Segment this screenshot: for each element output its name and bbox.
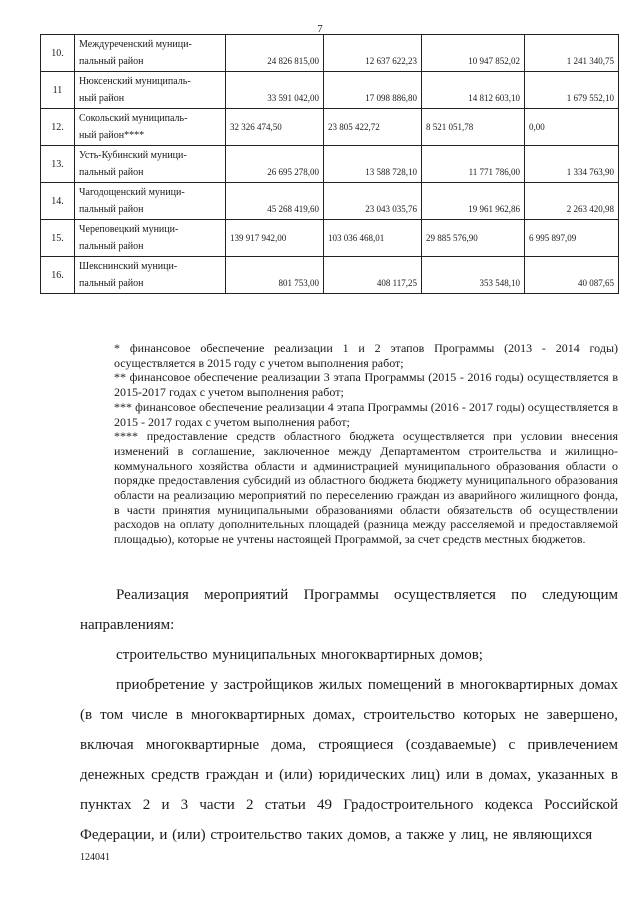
financing-table <box>40 34 619 294</box>
amount-v4: 2 263 420,98 <box>525 183 619 220</box>
amount-v3: 29 885 576,90 <box>422 220 525 257</box>
amount-v1: 33 591 042,00 <box>226 72 324 109</box>
district-name: Междуреченский муници- пальный район <box>75 35 226 72</box>
amount-v2: 408 117,25 <box>324 257 422 294</box>
amount-v1: 45 268 419,60 <box>226 183 324 220</box>
amount-v2: 17 098 886,80 <box>324 72 422 109</box>
footnote-3: *** финансовое обеспечение реализации 4 этапа Программы (2016 - 2017 годы) осуществляется в 2015 - 2017 годах с учетом выполнения работ; <box>114 399 618 429</box>
table-row <box>41 35 619 72</box>
table-row <box>41 109 619 146</box>
amount-v2: 103 036 468,01 <box>324 220 422 257</box>
amount-v4: 0,00 <box>525 109 619 146</box>
row-number: 15. <box>41 220 75 257</box>
amount-v3: 8 521 051,78 <box>422 109 525 146</box>
amount-v1: 139 917 942,00 <box>226 220 324 257</box>
paragraph-directions-intro: Реализация мероприятий Программы осуществляется по следующим направлениям: <box>80 587 618 633</box>
body-text <box>80 580 618 850</box>
footnote-4: **** предоставление средств областного бюджета осуществляется при условии внесения изменений в соглашение, заключенное между Департаментом строительства и жилищно-коммунального хозяйства области и администрацией муниципального образования области о порядке предоставления субсидий из областного бюджета бюджету муниципального образования области на реализацию мероприятий по переселению граждан из аварийного жилищного фонда, в части принятия муниципальными образованиями области обязательств об осуществлении расходов на оплату дополнительных площадей (разница между расселяемой и предоставляемой площадью), которые не учтены настоящей Программой, за счет средств местных бюджетов. <box>114 429 618 547</box>
district-name: Череповецкий муници- пальный район <box>75 220 226 257</box>
amount-v2: 12 637 622,23 <box>324 35 422 72</box>
table-row <box>41 146 619 183</box>
amount-v2: 23 805 422,72 <box>324 109 422 146</box>
document-code: 124041 <box>80 852 110 863</box>
footnote-2: ** финансовое обеспечение реализации 3 этапа Программы (2015 - 2016 годы) осуществляется в 2015-2017 годах с учетом выполнения работ; <box>114 370 618 400</box>
district-name: Нюксенский муниципаль- ный район <box>75 72 226 109</box>
table-row <box>41 257 619 294</box>
amount-v3: 19 961 962,86 <box>422 183 525 220</box>
amount-v1: 26 695 278,00 <box>226 146 324 183</box>
page-number: 7 <box>317 23 323 35</box>
row-number: 16. <box>41 257 75 294</box>
row-number: 14. <box>41 183 75 220</box>
table-row <box>41 183 619 220</box>
footnotes <box>114 341 618 547</box>
table-body <box>41 35 619 294</box>
district-name: Чагодощенский муници- пальный район <box>75 183 226 220</box>
row-number: 12. <box>41 109 75 146</box>
amount-v4: 1 334 763,90 <box>525 146 619 183</box>
paragraph-acquisition: приобретение у застройщиков жилых помещений в многоквартирных домах (в том числе в многоквартирных домах, строительство которых не завершено, включая многоквартирные дома, строящиеся (создаваемые) с привлечением денежных средств граждан и (или) юридических лиц) или в домах, указанных в пунктах 2 и 3 части 2 статьи 49 Градостроительного кодекса Российской Федерации, и (или) строительство таких домов, а также у лиц, не являющихся <box>80 677 618 843</box>
row-number: 13. <box>41 146 75 183</box>
amount-v1: 24 826 815,00 <box>226 35 324 72</box>
amount-v3: 10 947 852,02 <box>422 35 525 72</box>
amount-v4: 6 995 897,09 <box>525 220 619 257</box>
amount-v3: 11 771 786,00 <box>422 146 525 183</box>
district-name: Усть-Кубинский муници- пальный район <box>75 146 226 183</box>
amount-v3: 353 548,10 <box>422 257 525 294</box>
paragraph-construction: строительство муниципальных многоквартирных домов; <box>116 647 483 663</box>
amount-v3: 14 812 603,10 <box>422 72 525 109</box>
district-name: Сокольский муниципаль- ный район**** <box>75 109 226 146</box>
amount-v2: 13 588 728,10 <box>324 146 422 183</box>
amount-v4: 1 679 552,10 <box>525 72 619 109</box>
amount-v1: 32 326 474,50 <box>226 109 324 146</box>
table-row <box>41 220 619 257</box>
row-number: 10. <box>41 35 75 72</box>
row-number: 11 <box>41 72 75 109</box>
amount-v4: 1 241 340,75 <box>525 35 619 72</box>
amount-v4: 40 087,65 <box>525 257 619 294</box>
amount-v1: 801 753,00 <box>226 257 324 294</box>
district-name: Шекснинский муници- пальный район <box>75 257 226 294</box>
amount-v2: 23 043 035,76 <box>324 183 422 220</box>
footnote-1: * финансовое обеспечение реализации 1 и 2 этапов Программы (2013 - 2014 годы) осуществляется в 2015 году с учетом выполнения работ; <box>114 341 618 370</box>
table-row <box>41 72 619 109</box>
